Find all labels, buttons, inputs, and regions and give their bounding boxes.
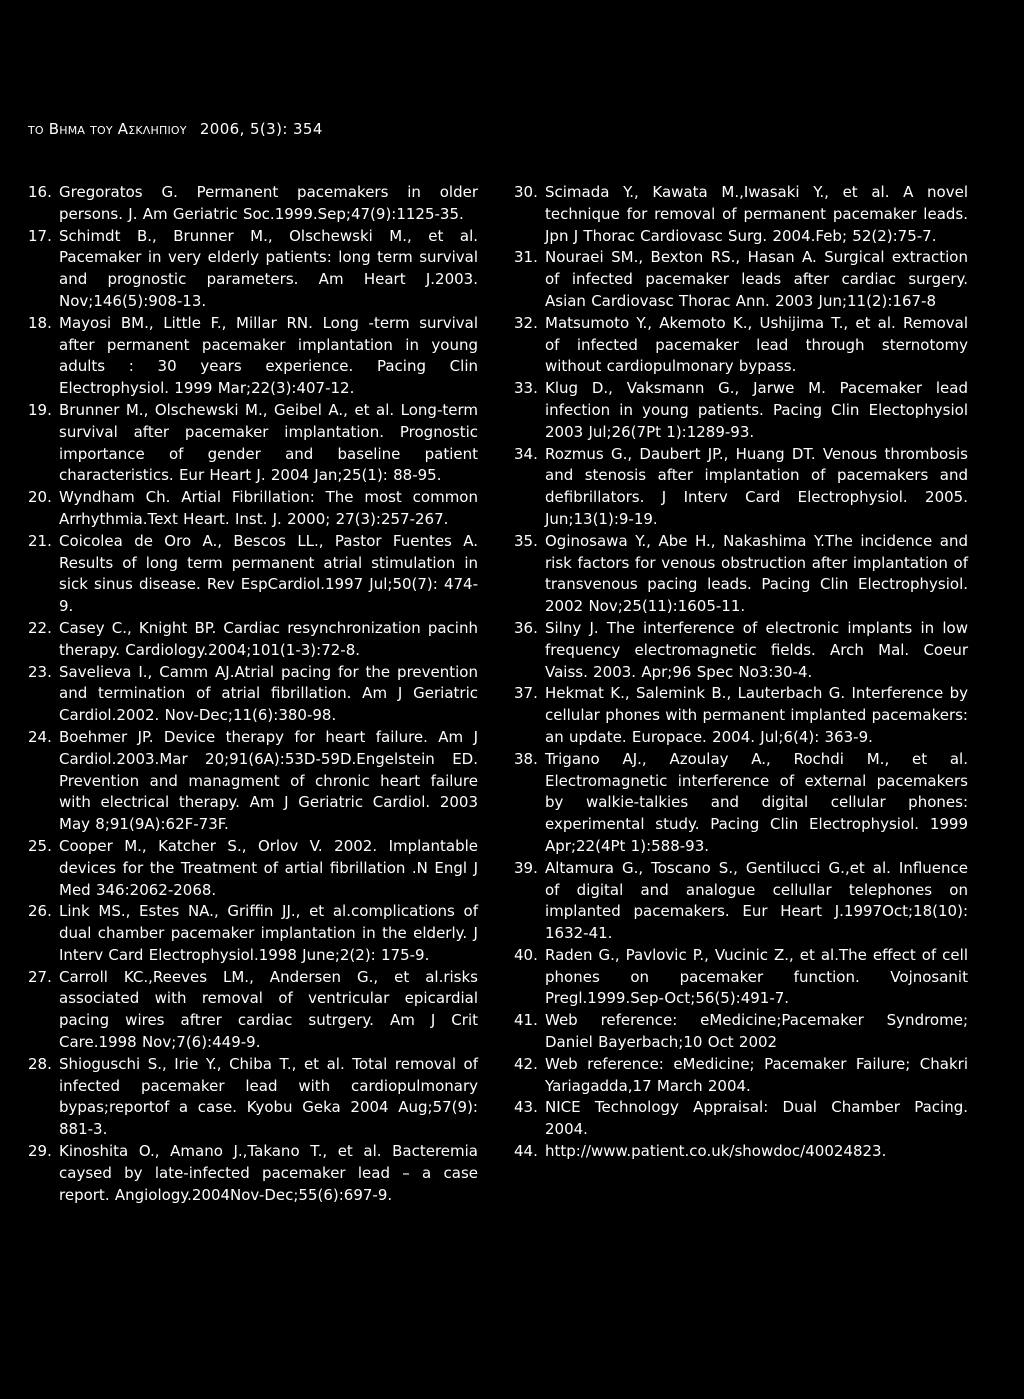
reference-text: Web reference: eMedicine;Pacemaker Syndrome; Daniel Bayerbach;10 Oct 2002 <box>545 1011 968 1052</box>
reference-text: http://www.patient.co.uk/showdoc/40024823. <box>545 1142 887 1161</box>
reference-number: 30. <box>514 183 538 201</box>
reference-text: Scimada Y., Kawata M.,Iwasaki Y., et al. A novel technique for removal of permanent pacemaker leads. Jpn J Thorac Cardiovasc Surg. 2004.Feb; 52(2):75-7. <box>545 183 968 245</box>
reference-number: 44. <box>514 1142 538 1161</box>
reference-number: 21. <box>28 531 52 550</box>
reference-text: Rozmus G., Daubert JP., Huang DT. Venous thrombosis and stenosis after implantation of pacemakers and defibrillators. J Interv Card Electrophysiol. 2005. Jun;13(1):9-19. <box>545 444 968 528</box>
reference-item <box>28 226 478 313</box>
reference-item <box>28 1054 478 1141</box>
reference-item <box>28 531 478 618</box>
reference-number: 43. <box>514 1098 538 1117</box>
reference-item <box>514 858 968 945</box>
reference-text: Brunner M., Olschewski M., Geibel A., et al. Long-term survival after pacemaker implantation. Prognostic importance of gender and baseline patient characteristics. Eur Heart J. 2004 Jan;25(1): 88-95. <box>59 400 478 485</box>
reference-number: 24. <box>28 727 52 746</box>
reference-text: Carroll KC.,Reeves LM., Andersen G., et al.risks associated with removal of ventricular epicardial pacing wires aftrer cardiac sutrgery. Am J Crit Care.1998 Nov;7(6):449-9. <box>59 967 478 1052</box>
reference-number: 39. <box>514 858 538 877</box>
reference-item <box>514 683 968 748</box>
reference-text: NICE Technology Appraisal: Dual Chamber Pacing. 2004. <box>545 1098 968 1139</box>
reference-item <box>514 1097 968 1141</box>
reference-number: 35. <box>514 531 538 550</box>
reference-item <box>514 945 968 1010</box>
reference-number: 28. <box>28 1054 52 1073</box>
reference-item <box>28 662 478 727</box>
reference-number: 37. <box>514 684 538 703</box>
references-right-column <box>514 182 968 1163</box>
reference-text: Raden G., Pavlovic P., Vucinic Z., et al.The effect of cell phones on pacemaker function. Vojnosanit Pregl.1999.Sep-Oct;56(5):491-7. <box>545 945 968 1008</box>
reference-number: 18. <box>28 313 52 332</box>
reference-number: 41. <box>514 1011 538 1030</box>
reference-item <box>514 618 968 683</box>
reference-item <box>514 247 968 312</box>
reference-item <box>514 1054 968 1098</box>
reference-text: Oginosawa Y., Abe H., Nakashima Y.The incidence and risk factors for venous obstruction after implantation of transvenous pacing leads. Pacing Clin Electrophysiol. 2002 Nov;25(11):1605-11. <box>545 531 968 616</box>
reference-item <box>514 531 968 618</box>
reference-text: Hekmat K., Salemink B., Lauterbach G. Interference by cellular phones with permanent implanted pacemakers: an update. Europace. 2004. Jul;6(4): 363-9. <box>545 684 968 746</box>
reference-text: Altamura G., Toscano S., Gentilucci G.,et al. Influence of digital and analogue cellullar telephones on implanted pacemakers. Eur Heart J.1997Oct;18(10): 1632-41. <box>545 858 968 943</box>
issue-info: 2006, 5(3): 354 <box>199 120 323 138</box>
reference-text: Gregoratos G. Permanent pacemakers in older persons. J. Am Geriatric Soc.1999.Sep;47(9):1125-35. <box>59 183 478 223</box>
reference-text: Shioguschi S., Irie Y., Chiba T., et al. Total removal of infected pacemaker lead with cardiopulmonary bypas;reportof a case. Kyobu Geka 2004 Aug;57(9): 881-3. <box>59 1054 478 1139</box>
reference-item <box>28 727 478 836</box>
reference-number: 20. <box>28 488 52 507</box>
reference-text: Casey C., Knight BP. Cardiac resynchronization pacinh therapy. Cardiology.2004;101(1-3):72-8. <box>59 618 478 659</box>
reference-text: Trigano AJ., Azoulay A., Rochdi M., et al. Electromagnetic interference of external pacemakers by walkie-talkies and digital cellular phones: experimental study. Pacing Clin Electrophysiol. 1999 Apr;22(4Pt 1):588-93. <box>545 749 968 855</box>
reference-text: Matsumoto Y., Akemoto K., Ushijima T., et al. Removal of infected pacemaker lead through sternotomy without cardiopulmonary bypass. <box>545 313 968 376</box>
reference-item <box>514 313 968 378</box>
reference-number: 22. <box>28 618 52 637</box>
reference-text: Schimdt B., Brunner M., Olschewski M., et al. Pacemaker in very elderly patients: long term survival and prognostic parameters. Am Heart J.2003. Nov;146(5):908-13. <box>59 226 478 310</box>
reference-number: 17. <box>28 226 52 245</box>
reference-number: 36. <box>514 618 538 637</box>
reference-number: 27. <box>28 967 52 986</box>
reference-item <box>28 182 478 226</box>
reference-item <box>28 313 478 400</box>
reference-number: 26. <box>28 902 52 921</box>
reference-number: 34. <box>514 444 538 463</box>
reference-text: Nouraei SM., Bexton RS., Hasan A. Surgical extraction of infected pacemaker leads after cardiac surgery. Asian Cardiovasc Thorac Ann. 2003 Jun;11(2):167-8 <box>545 248 968 310</box>
reference-number: 32. <box>514 313 538 332</box>
reference-number: 25. <box>28 836 52 855</box>
reference-number: 31. <box>514 248 538 267</box>
reference-text: Mayosi BM., Little F., Millar RN. Long -term survival after permanent pacemaker implantation in young adults : 30 years experience. Pacing Clin Electrophysiol. 1999 Mar;22(3):407-12. <box>59 313 478 398</box>
reference-item <box>514 378 968 443</box>
reference-item <box>28 487 478 531</box>
reference-item <box>28 967 478 1054</box>
reference-number: 29. <box>28 1142 52 1161</box>
reference-text: Link MS., Estes NA., Griffin JJ., et al.complications of dual chamber pacemaker implantation in the elderly. J Interv Card Electrophysiol.1998 June;2(2): 175-9. <box>59 902 478 964</box>
reference-text: Web reference: eMedicine; Pacemaker Failure; Chakri Yariagadda,17 March 2004. <box>545 1054 968 1095</box>
reference-text: Silny J. The interference of electronic implants in low frequency electromagnetic fields. Arch Mal. Coeur Vaiss. 2003. Apr;96 Spec No3:30-4. <box>545 618 968 681</box>
reference-number: 40. <box>514 945 538 964</box>
reference-number: 16. <box>28 183 52 201</box>
reference-item <box>28 836 478 901</box>
reference-number: 38. <box>514 749 538 768</box>
reference-text: Klug D., Vaksmann G., Jarwe M. Pacemaker lead infection in young patients. Pacing Clin Electophysiol 2003 Jul;26(7Pt 1):1289-93. <box>545 379 968 441</box>
reference-item <box>28 618 478 662</box>
reference-text: Boehmer JP. Device therapy for heart failure. Am J Cardiol.2003.Mar 20;91(6A):53D-59D.Engelstein ED. Prevention and managment of chronic heart failure with electrical therapy. Am J Geriatric Cardiol. 2003 May 8;91(9A):62F-73F. <box>59 727 478 834</box>
reference-number: 42. <box>514 1054 538 1073</box>
reference-item <box>28 1141 478 1206</box>
reference-text: Cooper M., Katcher S., Orlov V. 2002. Implantable devices for the Treatment of artial fibrillation .N Engl J Med 346:2062-2068. <box>59 836 478 899</box>
references-left-column <box>28 182 478 1206</box>
reference-item <box>28 400 478 487</box>
running-header <box>28 120 323 138</box>
reference-text: Savelieva I., Camm AJ.Atrial pacing for the prevention and termination of atrial fibrillation. Am J Geriatric Cardiol.2002. Nov-Dec;11(6):380-98. <box>59 662 478 725</box>
reference-item <box>514 444 968 531</box>
reference-item <box>28 901 478 966</box>
reference-item <box>514 1141 968 1163</box>
reference-number: 19. <box>28 400 52 419</box>
reference-text: Coicolea de Oro A., Bescos LL., Pastor Fuentes A. Results of long term permanent atrial stimulation in sick sinus disease. Rev EspCardiol.1997 Jul;50(7): 474-9. <box>59 531 478 616</box>
journal-title: το Βημα του Ασκληπιου <box>28 120 187 138</box>
reference-item <box>514 182 968 247</box>
reference-number: 23. <box>28 662 52 681</box>
reference-item <box>514 1010 968 1054</box>
reference-text: Wyndham Ch. Artial Fibrillation: The most common Arrhythmia.Text Heart. Inst. J. 2000; 27(3):257-267. <box>59 488 478 528</box>
reference-number: 33. <box>514 379 538 398</box>
reference-text: Kinoshita O., Amano J.,Takano T., et al. Bacteremia caysed by late-infected pacemaker lead – a case report. Angiology.2004Nov-Dec;55(6):697-9. <box>59 1142 478 1204</box>
reference-item <box>514 749 968 858</box>
